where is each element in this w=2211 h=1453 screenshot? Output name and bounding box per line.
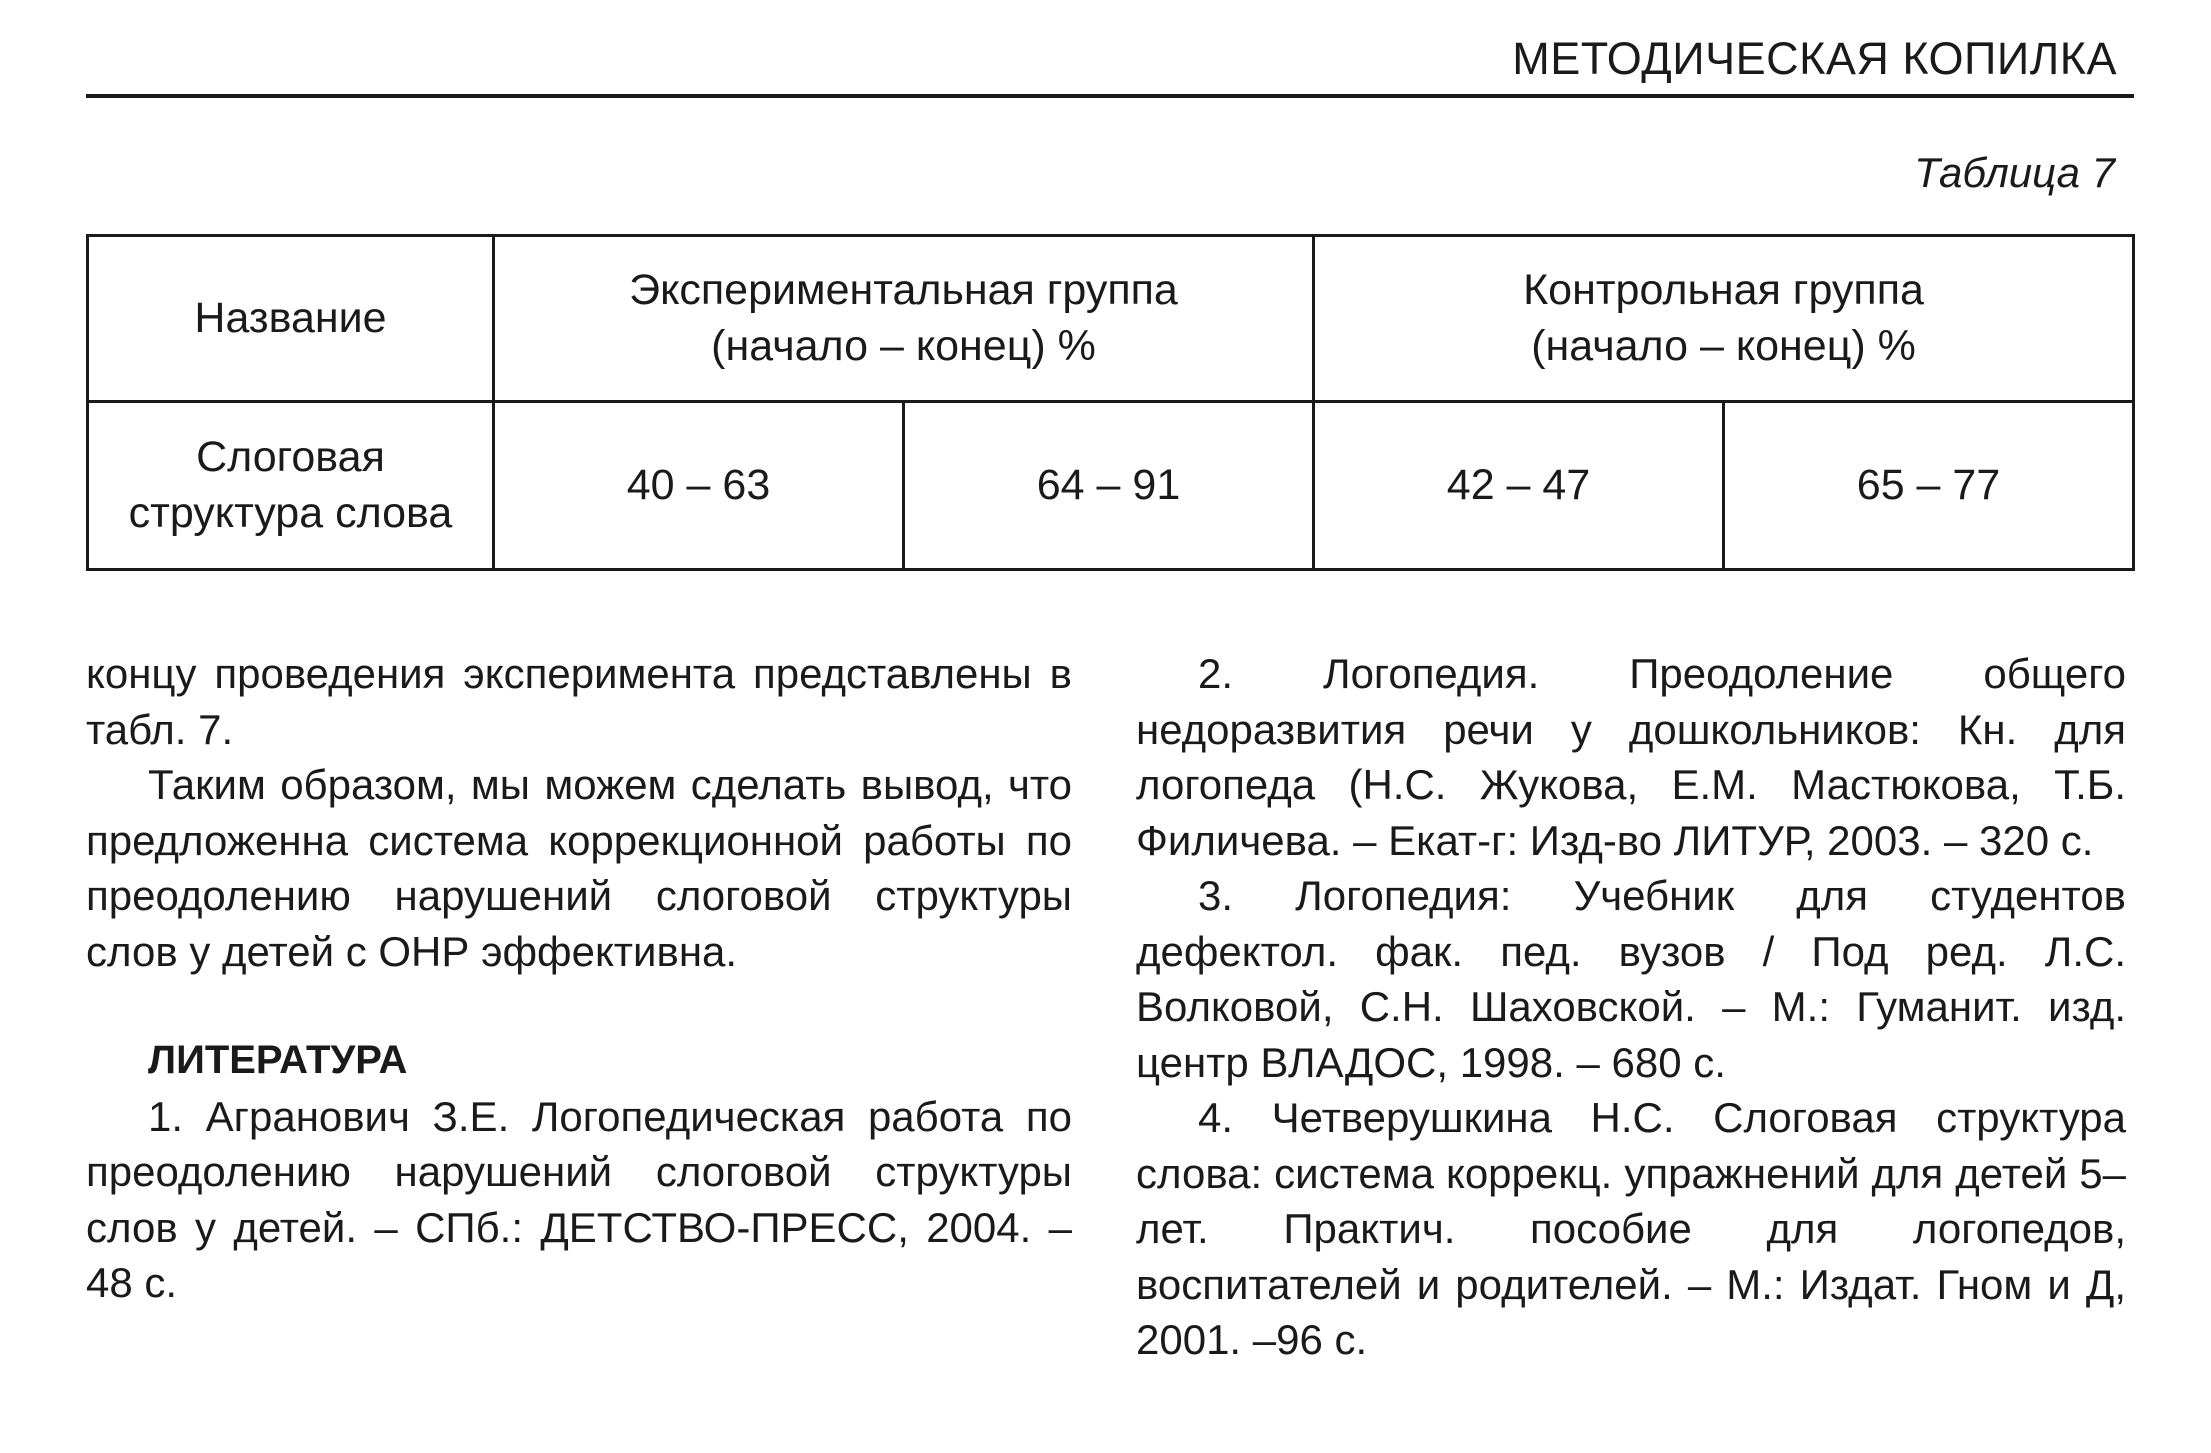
body-paragraph: концу проведения эксперимента представлены в табл. 7.: [86, 650, 1072, 753]
header-name-label: Название: [194, 293, 387, 342]
results-table: [86, 234, 2135, 571]
header-experimental-group: [494, 236, 1314, 402]
cell-experimental-end: 64 – 91: [904, 402, 1314, 570]
header-name: [88, 236, 494, 402]
body-paragraph: Таким образом, мы можем сделать вывод, что предложенна система коррекционной работы по преодолению нарушений слоговой структуры слов у детей с ОНР эффективна.: [86, 761, 1072, 975]
cell-control-end: 65 – 77: [1724, 402, 2134, 570]
reference-item: 3. Логопедия: Учебник для студентов дефектол. фак. пед. вузов / Под ред. Л.С. Волковой, С.Н. Шаховской. – М.: Гуманит. изд. центр ВЛАДОС, 1998. – 680 с.: [1136, 872, 2126, 1086]
table-caption: Таблица 7: [1914, 149, 2115, 196]
table-row: [88, 402, 2134, 570]
right-column: [1136, 646, 2126, 1368]
row-name-cell: [88, 402, 494, 570]
header-control-line1: Контрольная группа: [1523, 265, 1924, 314]
literature-heading: ЛИТЕРАТУРА: [148, 1038, 408, 1082]
cell-experimental-start: 40 – 63: [494, 402, 904, 570]
reference-item: 2. Логопедия. Преодоление общего недоразвития речи у дошкольников: Кн. для логопеда (Н.С. Жукова, Е.М. Мастюкова, Т.Б. Филичева. – Екат-г: Изд-во ЛИТУР, 2003. – 320 с.: [1136, 650, 2126, 864]
row-name-line2: структура слова: [128, 488, 453, 537]
reference-item: 4. Четверушкина Н.С. Слоговая структура слова: система коррекц. упражнений для детей 5– лет. Практич. пособие для логопедов, воспитателей и родителей. – М.: Издат. Гном и Д, 2001. –96 с.: [1136, 1094, 2126, 1363]
reference-item: 1. Агранович З.Е. Логопедическая работа по преодолению нарушений слоговой структуры слов у детей. – СПб.: ДЕТСТВО-ПРЕСС, 2004. – 48 с.: [86, 1092, 1072, 1306]
header-experimental-line1: Экспериментальная группа: [629, 265, 1178, 314]
table-header-row: [88, 236, 2134, 402]
row-name-line1: Слоговая: [196, 432, 385, 481]
header-control-line2: (начало – конец) %: [1531, 321, 1916, 370]
header-experimental-line2: (начало – конец) %: [711, 321, 1096, 370]
left-column: [86, 646, 1072, 1311]
header-rule: [86, 94, 2134, 98]
cell-control-start: 42 – 47: [1314, 402, 1724, 570]
header-control-group: [1314, 236, 2134, 402]
running-title: МЕТОДИЧЕСКАЯ КОПИЛКА: [1512, 33, 2117, 84]
